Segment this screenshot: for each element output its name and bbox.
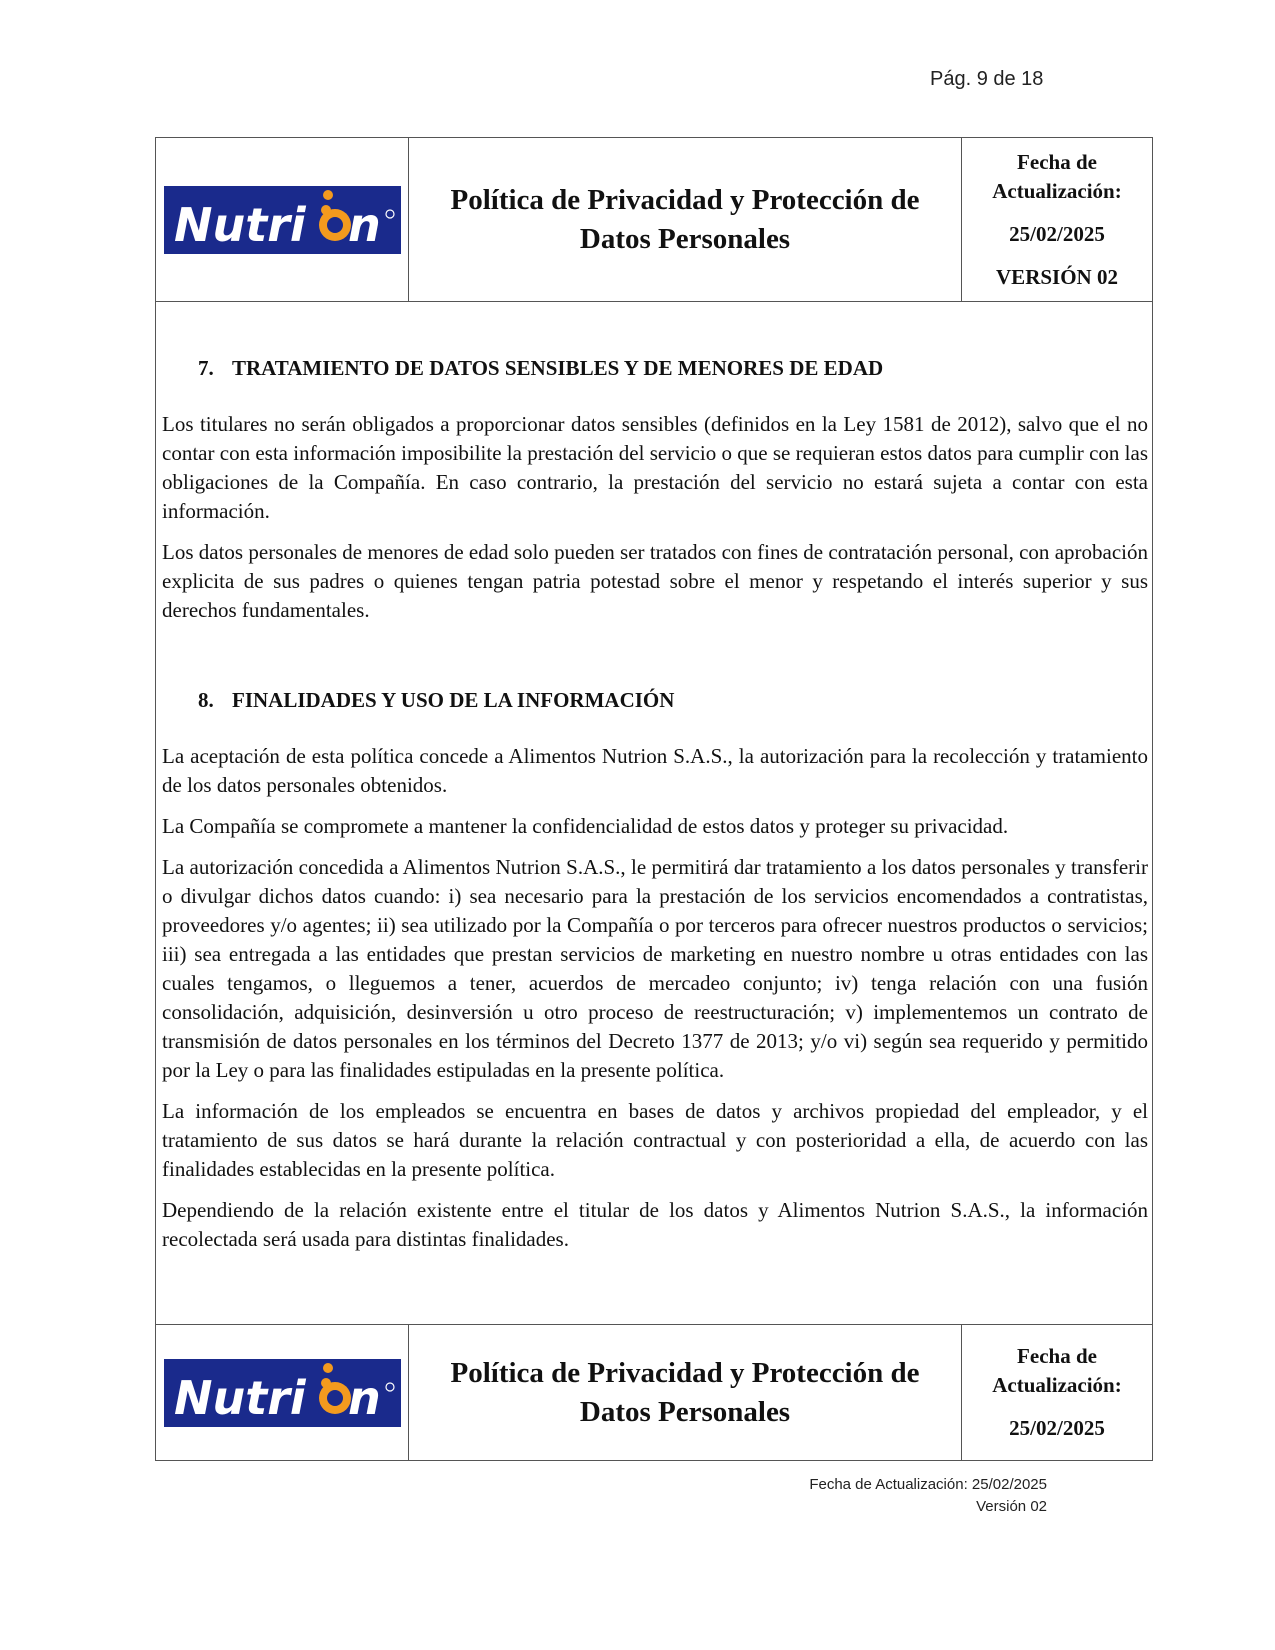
footer-title-line2: Datos Personales <box>579 1395 791 1428</box>
document-footer-table <box>155 1324 1153 1461</box>
footer-update-date: 25/02/2025 <box>971 1476 1047 1493</box>
header-title-line1: Política de Privacidad y Protección de <box>450 183 920 216</box>
header-title-line2: Datos Personales <box>579 222 791 255</box>
footer-logo-cell <box>156 1325 409 1460</box>
section-8-paragraph-2: La Compañía se compromete a mantener la confidencialidad de estos datos y proteger su privacidad. <box>162 814 1009 838</box>
document-body <box>162 302 1148 1254</box>
section-8-title <box>198 686 1148 715</box>
section-8-paragraph-1: La aceptación de esta política concede a Alimentos Nutrion S.A.S., la autorización para la recolección y tratamiento de los datos personales obtenidos. <box>162 744 1148 797</box>
page-number: Pág. 9 de 18 <box>930 68 1044 90</box>
footer-update-line <box>809 1474 1047 1496</box>
footer-date-label-line2: Actualización: <box>992 1373 1122 1397</box>
section-7-title <box>198 354 1148 383</box>
footer-date: 25/02/2025 <box>1009 1416 1105 1440</box>
footer-title-line1: Política de Privacidad y Protección de <box>450 1356 920 1389</box>
footer-version-line <box>809 1496 1047 1518</box>
nutrion-logo-footer-mark <box>164 1359 401 1427</box>
header-version: VERSIÓN 02 <box>996 264 1118 289</box>
nutrion-logo-footer <box>164 1359 401 1427</box>
section-8-paragraph-3: La autorización concedida a Alimentos Nutrion S.A.S., le permitirá dar tratamiento a los datos personales y transferir o divulgar dichos datos cuando: i) sea necesario para la prestación de los servicios encomendados a contratistas, proveedores y/o agentes; ii) sea utilizado por la Compañía o por terceros para ofrecer nuestros productos o servicios; iii) sea entregada a las entidades que prestan servicios de marketing en nuestro nombre u otras entidades con las cuales tengamos, o lleguemos a tener, acuerdos de mercadeo conjunto; iv) tenga relación con una fusión consolidación, adquisición, desinversión u otro proceso de reestructuración; v) implementemos un contrato de transmisión de datos personales en los términos del Decreto 1377 de 2013; y/o vi) según sea requerido y permitido por la Ley o para las finalidades estipuladas en la presente política. <box>162 855 1148 1082</box>
page-footer <box>809 1474 1047 1518</box>
header-date-label-line2: Actualización: <box>992 178 1122 203</box>
section-8-heading: FINALIDADES Y USO DE LA INFORMACIÓN <box>232 688 675 712</box>
svg-text:n: n <box>347 1370 381 1425</box>
section-7-paragraph-1: Los titulares no serán obligados a proporcionar datos sensibles (definidos en la Ley 1581 de 2012), salvo que el no contar con esta información imposibilite la prestación del servicio o que se requieran estos datos para cumplir con las obligaciones de la Compañía. En caso contrario, la prestación del servicio no estará sujeta a contar con esta información. <box>162 412 1148 523</box>
section-7-heading: TRATAMIENTO DE DATOS SENSIBLES Y DE MENORES DE EDAD <box>232 356 884 380</box>
footer-version-number: 02 <box>1030 1498 1047 1515</box>
section-8-paragraph-5: Dependiendo de la relación existente entre el titular de los datos y Alimentos Nutrion S.A.S., la información recolectada será usada para distintas finalidades. <box>162 1198 1148 1251</box>
footer-title-cell <box>409 1325 962 1460</box>
section-7-paragraph-2: Los datos personales de menores de edad solo pueden ser tratados con fines de contratación personal, con aprobación explicita de sus padres o quienes tengan patria potestad sobre el menor y respetando el interés superior y sus derechos fundamentales. <box>162 540 1148 622</box>
section-7-number: 7. <box>198 356 214 380</box>
footer-version-label: Versión <box>976 1498 1027 1515</box>
footer-update-label: Fecha de Actualización: <box>809 1476 968 1493</box>
header-date-label-line1: Fecha de <box>1017 149 1097 174</box>
section-8-number: 8. <box>198 688 214 712</box>
footer-date-label-line1: Fecha de <box>1017 1344 1097 1368</box>
section-8-paragraph-4: La información de los empleados se encuentra en bases de datos y archivos propiedad del empleador, y el tratamiento de sus datos se hará durante la relación contractual y con posterioridad a ella, de acuerdo con las finalidades establecidas en la presente política. <box>162 1099 1148 1181</box>
footer-date-cell <box>962 1325 1152 1460</box>
svg-text:Nutri: Nutri <box>173 1370 306 1425</box>
svg-text:n: n <box>347 197 381 252</box>
header-date: 25/02/2025 <box>1009 221 1105 246</box>
svg-text:Nutri: Nutri <box>173 197 306 252</box>
